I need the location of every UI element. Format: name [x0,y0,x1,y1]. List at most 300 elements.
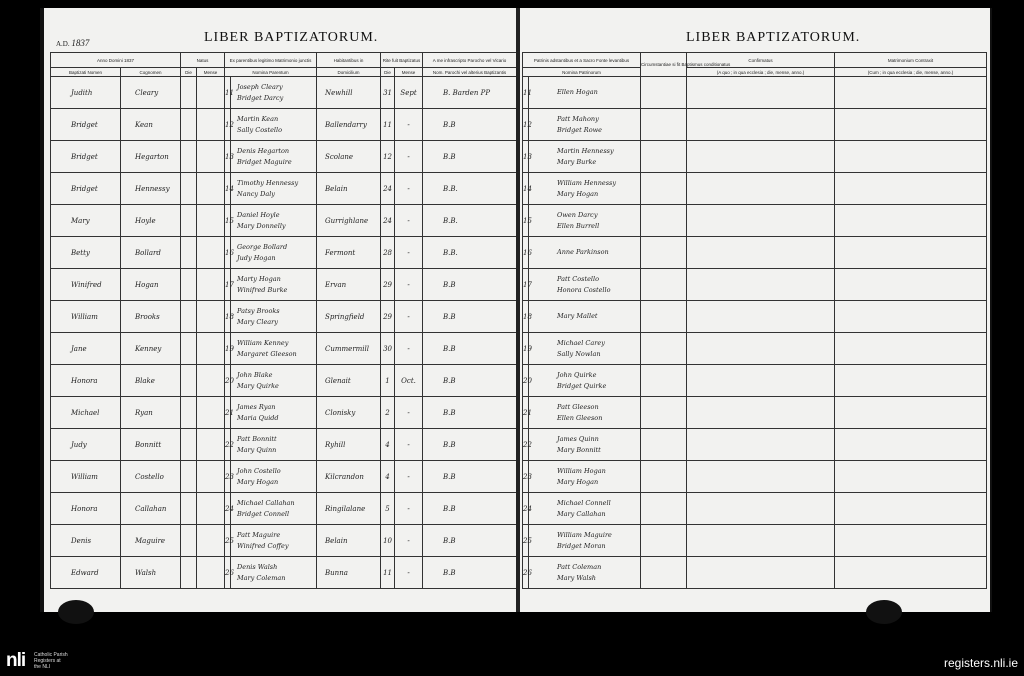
mother-name: Mary Donnelly [237,221,286,230]
baptized-name-cell: Denis [51,525,121,557]
baptized-name-cell: Honora [51,493,121,525]
table-row [51,301,517,333]
godmother-name: Ellen Hogan [557,88,598,96]
table-row [523,301,987,333]
confirmation-cell [687,397,835,429]
surname-cell: Kenney [121,333,181,365]
baptism-month-cell: - [395,141,423,173]
father-name: James Ryan [237,402,276,411]
domicile-cell: Cummermill [317,333,381,365]
baptized-name-cell: Judith [51,77,121,109]
confirmation-cell [687,237,835,269]
born-month-cell [197,557,225,589]
entry-number-cell: 22 [225,429,231,461]
entry-number-cell: 23 [523,461,529,493]
born-month-cell [197,141,225,173]
godfather-name: Martin Hennessy [557,146,614,155]
table-row [51,333,517,365]
baptized-name-cell: Michael [51,397,121,429]
baptism-month-cell: - [395,493,423,525]
table-row [523,397,987,429]
entry-number-cell: 16 [523,237,529,269]
godfather-name: Patt Costello [557,274,599,283]
sponsors-cell [529,173,641,205]
sponsors-cell [529,429,641,461]
domicile-cell: Ervan [317,269,381,301]
baptism-day-cell: 28 [381,237,395,269]
sponsors-cell [529,77,641,109]
mother-name: Bridget Maguire [237,157,292,166]
confirmation-cell [687,493,835,525]
entry-number-cell: 18 [523,301,529,333]
entry-number-cell: 15 [523,205,529,237]
logo-text-line: Registers at [34,658,61,664]
header-patrini: Patrinis adstantibus et a Sacro Fonte levantibus [523,53,641,68]
surname-cell: Hegarton [121,141,181,173]
header-baptized-name: Baptizati Nomen [51,68,121,77]
entry-number-cell: 25 [225,525,231,557]
table-row [51,525,517,557]
baptized-by-cell: B.B [423,141,517,173]
parents-cell [231,301,317,333]
baptism-month-cell: - [395,173,423,205]
header-rite: Rite fuit Baptizatus [381,53,423,68]
marriage-cell [835,237,987,269]
table-row [51,557,517,589]
confirmation-cell [687,365,835,397]
right-page [520,8,990,612]
entry-number-cell: 21 [523,397,529,429]
baptism-day-cell: 5 [381,493,395,525]
footer-bar [0,648,1024,676]
born-day-cell [181,365,197,397]
parents-cell [231,525,317,557]
entry-number-cell: 13 [523,141,529,173]
baptism-day-cell: 4 [381,429,395,461]
marriage-cell [835,205,987,237]
nli-logo-text [34,652,68,670]
marriage-cell [835,397,987,429]
domicile-cell: Gurrighlane [317,205,381,237]
parents-cell [231,269,317,301]
sponsors-cell [529,461,641,493]
baptism-day-cell: 11 [381,109,395,141]
entry-number-cell: 19 [225,333,231,365]
sponsors-cell [529,397,641,429]
circumstances-cell [641,461,687,493]
mother-name: Mary Quirke [237,381,279,390]
header-cognomen: Cognomen [121,68,181,77]
confirmation-cell [687,205,835,237]
confirmation-cell [687,269,835,301]
parents-cell [231,429,317,461]
born-day-cell [181,141,197,173]
father-name: Martin Kean [237,114,279,123]
father-name: John Blake [237,370,273,379]
surname-cell: Ryan [121,397,181,429]
father-name: Patt Bonnitt [237,434,277,443]
baptism-month-cell: - [395,429,423,461]
baptism-day-cell: 10 [381,525,395,557]
entry-number-cell: 12 [523,109,529,141]
parents-cell [231,109,317,141]
entry-number-cell: 26 [225,557,231,589]
logo-text-line: Catholic Parish [34,652,68,658]
entry-number-cell: 24 [225,493,231,525]
born-month-cell [197,77,225,109]
marriage-cell [835,77,987,109]
godfather-name: William Maguire [557,530,612,539]
baptism-month-cell: Oct. [395,365,423,397]
godfather-name: Patt Coleman [557,562,602,571]
circumstances-cell [641,109,687,141]
marriage-cell [835,365,987,397]
born-month-cell [197,493,225,525]
godfather-name: James Quinn [557,434,599,443]
baptism-day-cell: 29 [381,269,395,301]
entry-number-cell: 23 [225,461,231,493]
page-title: LIBER BAPTIZATORUM. [204,30,379,45]
parents-cell [231,365,317,397]
mother-name: Winifred Coffey [237,541,289,550]
baptized-by-cell: B.B [423,109,517,141]
domicile-cell: Belain [317,525,381,557]
baptized-by-cell: B. Barden PP [423,77,517,109]
mother-name: Winifred Burke [237,285,288,294]
table-row [51,365,517,397]
circumstances-cell [641,205,687,237]
entry-number-cell: 13 [225,141,231,173]
domicile-cell: Scolane [317,141,381,173]
table-row [523,429,987,461]
confirmation-cell [687,77,835,109]
entry-number-cell: 24 [523,493,529,525]
born-month-cell [197,301,225,333]
entry-number-cell: 14 [523,173,529,205]
parents-cell [231,77,317,109]
godmother-name: Bridget Quirke [557,381,607,390]
born-month-cell [197,109,225,141]
marriage-cell [835,301,987,333]
table-row [523,333,987,365]
baptism-day-cell: 4 [381,461,395,493]
baptized-name-cell: Bridget [51,109,121,141]
godfather-name: William Hogan [557,466,606,475]
marriage-cell [835,525,987,557]
mother-name: Mary Quinn [237,445,277,454]
table-row [523,77,987,109]
born-day-cell [181,525,197,557]
mother-name: Bridget Darcy [237,93,284,102]
born-day-cell [181,77,197,109]
marriage-cell [835,141,987,173]
table-row [523,173,987,205]
baptized-name-cell: Judy [51,429,121,461]
godfather-name: Michael Carey [557,338,605,347]
table-row [51,205,517,237]
surname-cell: Walsh [121,557,181,589]
sponsors-register-table [522,52,987,589]
marriage-cell [835,269,987,301]
table-row [523,205,987,237]
baptism-month-cell: - [395,205,423,237]
parents-cell [231,557,317,589]
entry-number-cell: 19 [523,333,529,365]
table-row [523,557,987,589]
born-month-cell [197,237,225,269]
table-row [523,525,987,557]
parents-cell [231,237,317,269]
baptized-name-cell: Winifred [51,269,121,301]
baptism-month-cell: - [395,397,423,429]
baptized-name-cell: Honora [51,365,121,397]
born-month-cell [197,269,225,301]
baptized-by-cell: B.B [423,557,517,589]
born-day-cell [181,109,197,141]
surname-cell: Kean [121,109,181,141]
year-value: 1837 [71,38,90,48]
sponsors-cell [529,269,641,301]
circumstances-cell [641,269,687,301]
header-matrimonium-sub: (Cum ; in qua ecclesia ; die, mense, anno.) [835,68,987,77]
table-row [51,429,517,461]
parents-cell [231,397,317,429]
header-a-me: A me infrascripto Parocho vel Vicario [423,53,517,68]
surname-cell: Brooks [121,301,181,333]
mother-name: Mary Coleman [237,573,286,582]
sponsors-cell [529,525,641,557]
header-confirmatus: Confirmatus [687,53,835,68]
sponsors-cell [529,493,641,525]
circumstances-cell [641,237,687,269]
baptized-by-cell: B.B. [423,237,517,269]
register-book [40,8,992,612]
sponsors-cell [529,365,641,397]
table-row [51,141,517,173]
father-name: Patsy Brooks [237,306,280,315]
entry-number-cell: 21 [225,397,231,429]
baptized-name-cell: Mary [51,205,121,237]
parents-cell [231,173,317,205]
godfather-name: Patt Gleeson [557,402,599,411]
header-die-2: Die [381,68,395,77]
mother-name: Mary Cleary [237,317,278,326]
domicile-cell: Bunna [317,557,381,589]
father-name: William Kenney [237,338,289,347]
header-mense-2: Mense [395,68,423,77]
circumstances-cell [641,429,687,461]
baptism-day-cell: 29 [381,301,395,333]
baptized-by-cell: B.B. [423,205,517,237]
born-day-cell [181,301,197,333]
header-natus: Natus [181,53,225,68]
header-domicilium: Domicilium [317,68,381,77]
baptized-by-cell: B.B [423,429,517,461]
baptized-by-cell: B.B [423,525,517,557]
baptized-by-cell: B.B. [423,173,517,205]
baptism-month-cell: - [395,333,423,365]
domicile-cell: Springfield [317,301,381,333]
table-row [51,77,517,109]
header-nomina-patrinorum: Nomina Patrinorum [523,68,641,77]
baptized-name-cell: Bridget [51,141,121,173]
surname-cell: Hogan [121,269,181,301]
godmother-name: Honora Costello [557,285,611,294]
father-name: George Bollard [237,242,288,251]
born-month-cell [197,525,225,557]
baptized-name-cell: Edward [51,557,121,589]
ad-label: A.D. [56,40,70,48]
baptism-month-cell: - [395,557,423,589]
born-day-cell [181,461,197,493]
table-row [523,365,987,397]
confirmation-cell [687,557,835,589]
born-month-cell [197,333,225,365]
parents-cell [231,205,317,237]
godmother-name: Bridget Moran [557,541,606,550]
baptized-by-cell: B.B [423,493,517,525]
domicile-cell: Fermont [317,237,381,269]
circumstances-cell [641,397,687,429]
circumstances-cell [641,77,687,109]
baptized-name-cell: William [51,461,121,493]
father-name: Denis Walsh [237,562,278,571]
domicile-cell: Belain [317,173,381,205]
nli-logo[interactable]: nli [6,650,26,671]
entry-number-cell: 17 [523,269,529,301]
father-name: Joseph Cleary [237,82,283,91]
baptized-by-cell: B.B [423,365,517,397]
mother-name: Judy Hogan [237,253,276,262]
baptism-day-cell: 2 [381,397,395,429]
baptism-month-cell: - [395,109,423,141]
surname-cell: Hennessy [121,173,181,205]
surname-cell: Hoyle [121,205,181,237]
circumstances-cell [641,333,687,365]
table-row [523,109,987,141]
table-row [51,173,517,205]
baptism-day-cell: 24 [381,205,395,237]
parents-cell [231,333,317,365]
mother-name: Maria Quidd [237,413,279,422]
site-link[interactable]: registers.nli.ie [943,656,1018,670]
father-name: Michael Callahan [237,498,295,507]
circumstances-cell [641,493,687,525]
godfather-name: John Quirke [557,370,597,379]
godmother-name: Mary Bonnitt [557,445,601,454]
born-day-cell [181,237,197,269]
entry-number-cell: 20 [523,365,529,397]
confirmation-cell [687,109,835,141]
sponsors-cell [529,237,641,269]
header-parents-group: Ex parentibus legitimo Matrimonio junctis [225,53,317,68]
table-row [523,237,987,269]
table-row [523,461,987,493]
table-row [51,237,517,269]
baptized-name-cell: Jane [51,333,121,365]
mother-name: Bridget Connell [237,509,290,518]
baptized-by-cell: B.B [423,461,517,493]
born-day-cell [181,429,197,461]
sponsors-cell [529,333,641,365]
table-row [523,269,987,301]
header-mense: Mense [197,68,225,77]
domicile-cell: Glenait [317,365,381,397]
godfather-name: Michael Connell [557,498,611,507]
entry-number-cell: 11 [225,77,231,109]
mother-name: Nancy Daly [237,189,275,198]
father-name: Timothy Hennessy [237,178,299,187]
domicile-cell: Ballendarry [317,109,381,141]
year-label [56,38,89,48]
circumstances-cell [641,525,687,557]
baptism-month-cell: - [395,301,423,333]
sponsors-cell [529,557,641,589]
marriage-cell [835,173,987,205]
baptism-day-cell: 31 [381,77,395,109]
born-month-cell [197,205,225,237]
godmother-name: Mary Hogan [557,189,599,198]
godmother-name: Mary Mallet [557,312,598,320]
godmother-name: Sally Nowlan [557,349,601,358]
born-month-cell [197,365,225,397]
surname-cell: Costello [121,461,181,493]
table-row [523,141,987,173]
godmother-name: Bridget Rowe [557,125,603,134]
confirmation-cell [687,173,835,205]
baptism-month-cell: - [395,237,423,269]
baptism-day-cell: 30 [381,333,395,365]
table-row [51,109,517,141]
entry-number-cell: 20 [225,365,231,397]
godfather-name: Owen Darcy [557,210,598,219]
baptized-name-cell: William [51,301,121,333]
entry-number-cell: 14 [225,173,231,205]
born-day-cell [181,493,197,525]
baptized-by-cell: B.B [423,269,517,301]
godfather-name: William Hennessy [557,178,617,187]
baptized-by-cell: B.B [423,397,517,429]
baptized-name-cell: Bridget [51,173,121,205]
left-page [44,8,516,612]
header-nom-parochi: Nom. Parochi vel alterius Baptizantis [423,68,517,77]
godmother-name: Mary Hogan [557,477,599,486]
table-row [51,461,517,493]
entry-number-cell: 18 [225,301,231,333]
born-day-cell [181,173,197,205]
born-day-cell [181,333,197,365]
domicile-cell: Kilcrandon [317,461,381,493]
header-die: Die [181,68,197,77]
godmother-name: Mary Callahan [557,509,606,518]
logo-text-line: the NLI [34,664,51,670]
parents-cell [231,141,317,173]
confirmation-cell [687,333,835,365]
baptized-by-cell: B.B [423,301,517,333]
header-confirmatus-sub: (A quo ; in qua ecclesia ; die, mense, anno.) [687,68,835,77]
baptism-month-cell: - [395,461,423,493]
baptism-day-cell: 11 [381,557,395,589]
page-title-right: LIBER BAPTIZATORUM. [686,30,861,45]
entry-number-cell: 12 [225,109,231,141]
born-month-cell [197,173,225,205]
surname-cell: Callahan [121,493,181,525]
table-row [523,493,987,525]
godmother-name: Ellen Burrell [557,221,600,230]
born-month-cell [197,429,225,461]
circumstances-cell [641,557,687,589]
baptized-name-cell: Betty [51,237,121,269]
